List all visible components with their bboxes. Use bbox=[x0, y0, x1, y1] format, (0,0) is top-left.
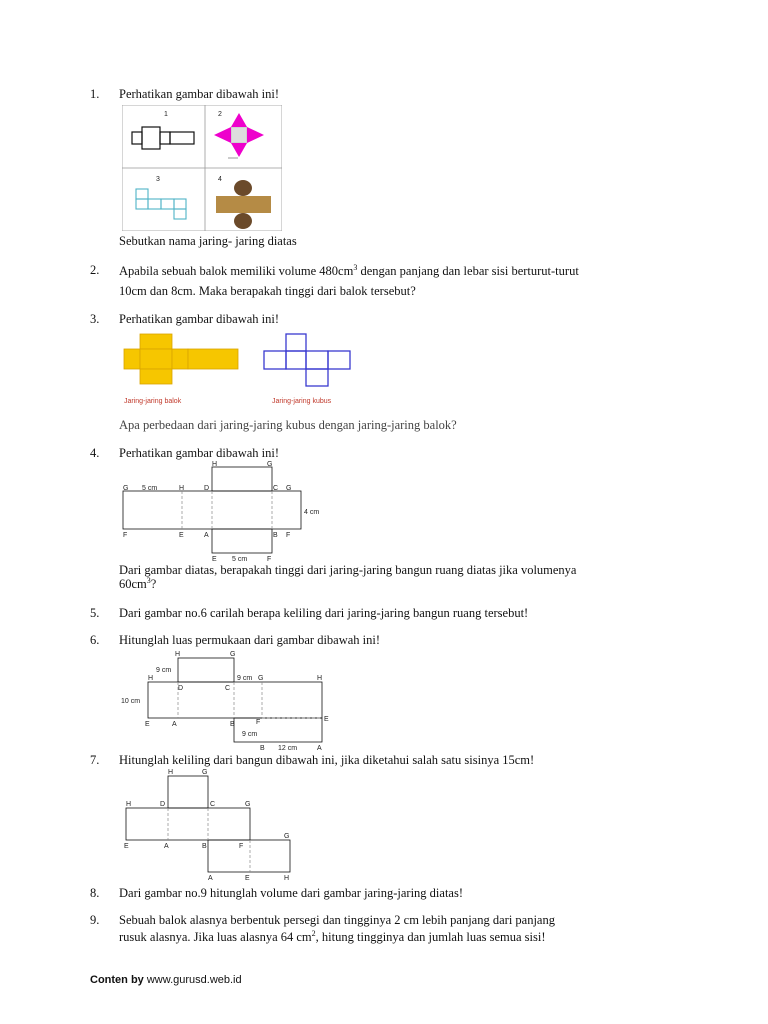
q7-label-B: B bbox=[202, 843, 207, 850]
q6-label-G1: G bbox=[230, 651, 236, 658]
q6-label-len9b: 9 cm bbox=[237, 675, 253, 682]
q7-label-C: C bbox=[210, 801, 216, 808]
q6-label-len12: 12 cm bbox=[278, 745, 298, 752]
q7-label-A: A bbox=[164, 843, 169, 850]
q7-label-H2: H bbox=[126, 801, 132, 808]
caption-kubus: Jaring-jaring kubus bbox=[272, 398, 332, 405]
q7-label-G3: G bbox=[284, 833, 290, 840]
q6-label-A: A bbox=[172, 721, 177, 728]
footer bbox=[90, 974, 242, 986]
q4-label-C: C bbox=[273, 485, 279, 492]
q4-label-len5b: 5 cm bbox=[232, 556, 248, 563]
q1-label-2: 2 bbox=[218, 111, 222, 118]
q1-label-4: 4 bbox=[218, 176, 222, 183]
q6-label-D: D bbox=[178, 685, 184, 692]
q1-after: Sebutkan nama jaring- jaring diatas bbox=[119, 234, 297, 248]
q4-label-F1: F bbox=[123, 532, 128, 539]
q8-number: 8. bbox=[90, 886, 100, 900]
q8-text: Dari gambar no.9 hitunglah volume dari gambar jaring-jaring diatas! bbox=[119, 886, 463, 900]
q6-figure bbox=[118, 648, 338, 754]
q6-label-C: C bbox=[225, 685, 231, 692]
q4-after-line1: Dari gambar diatas, berapakah tinggi dari jaring-jaring bangun ruang diatas jika volumenya bbox=[119, 563, 577, 577]
q1-figure-grid bbox=[122, 105, 282, 231]
q6-label-H2: H bbox=[148, 675, 154, 682]
q7-text: Hitunglah keliling dari bangun dibawah ini, jika diketahui salah satu sisinya 15cm! bbox=[119, 753, 535, 767]
q6-label-G2: G bbox=[258, 675, 264, 682]
q6-label-H1: H bbox=[175, 651, 181, 658]
q3-figure bbox=[118, 332, 358, 410]
caption-balok: Jaring-jaring balok bbox=[124, 398, 182, 405]
q4-label-D: D bbox=[204, 485, 210, 492]
q4-label-E1: E bbox=[179, 532, 184, 539]
q4-label-H1: H bbox=[179, 485, 185, 492]
q4-label-G2: G bbox=[267, 461, 273, 468]
footer-link[interactable]: www.gurusd.web.id bbox=[146, 974, 242, 986]
q1-text: Perhatikan gambar dibawah ini! bbox=[119, 87, 280, 101]
q7-label-G2: G bbox=[245, 801, 251, 808]
q4-label-H2: H bbox=[212, 461, 218, 468]
q4-number: 4. bbox=[90, 446, 100, 460]
q7-figure bbox=[118, 766, 308, 884]
q5-text: Dari gambar no.6 carilah berapa keliling dari jaring-jaring bangun ruang tersebut! bbox=[119, 606, 529, 620]
q7-number: 7. bbox=[90, 753, 100, 767]
q4-label-len4: 4 cm bbox=[304, 509, 320, 516]
q7-label-E1: E bbox=[124, 843, 129, 850]
q1-label-3: 3 bbox=[156, 176, 160, 183]
kubus-net bbox=[264, 334, 350, 386]
q1-label-1: 1 bbox=[164, 111, 168, 118]
q6-number: 6. bbox=[90, 633, 100, 647]
q6-label-H3: H bbox=[317, 675, 323, 682]
q6-label-len10: 10 cm bbox=[121, 698, 141, 705]
q4-label-G1: G bbox=[123, 485, 129, 492]
q4-label-F2: F bbox=[286, 532, 291, 539]
q1-number: 1. bbox=[90, 87, 100, 101]
balok-net bbox=[124, 334, 238, 384]
q3-number: 3. bbox=[90, 312, 100, 326]
q6-label-len9a: 9 cm bbox=[156, 667, 172, 674]
q7-label-G1: G bbox=[202, 769, 208, 776]
q4-label-G3: G bbox=[286, 485, 292, 492]
q6-label-B: B bbox=[230, 721, 235, 728]
q9-line2: rusuk alasnya. Jika luas alasnya 64 $cm^2$, hitung tingginya dan jumlah luas semua sisi! bbox=[119, 929, 546, 945]
q4-figure bbox=[118, 459, 338, 565]
q3-text: Perhatikan gambar dibawah ini! bbox=[119, 312, 280, 326]
q6-label-F1: F bbox=[256, 719, 261, 726]
q9-line1: Sebuah balok alasnya berbentuk persegi dan tingginya 2 cm lebih panjang dari panjang bbox=[119, 913, 555, 927]
q6-text: Hitunglah luas permukaan dari gambar dibawah ini! bbox=[119, 633, 381, 647]
q3-question: Apa perbedaan dari jaring-jaring kubus dengan jaring-jaring balok? bbox=[119, 418, 457, 432]
q4-label-A: A bbox=[204, 532, 209, 539]
q9-number: 9. bbox=[90, 913, 100, 927]
q5-number: 5. bbox=[90, 606, 100, 620]
q7-label-E2: E bbox=[245, 875, 250, 882]
q6-label-E2: E bbox=[324, 716, 329, 723]
q4-label-F3: F bbox=[267, 556, 272, 563]
q2-line1: Apabila sebuah balok memiliki volume $480cm^3$ dengan panjang dan lebar sisi berturut-turut bbox=[119, 263, 579, 279]
q6-label-B2: B bbox=[260, 745, 265, 752]
q2-line2: 10cm dan 8cm. Maka berapakah tinggi dari balok tersebut? bbox=[119, 284, 416, 298]
q4-after-line2: $60cm^3$? bbox=[119, 576, 157, 592]
footer-label: Conten by bbox=[90, 974, 147, 986]
q7-label-D: D bbox=[160, 801, 166, 808]
q7-label-A2: A bbox=[208, 875, 213, 882]
q4-label-B: B bbox=[273, 532, 278, 539]
q2-number: 2. bbox=[90, 263, 100, 277]
q4-label-E2: E bbox=[212, 556, 217, 563]
q7-label-H1: H bbox=[168, 769, 174, 776]
q4-text: Perhatikan gambar dibawah ini! bbox=[119, 446, 280, 460]
q7-label-H3: H bbox=[284, 875, 290, 882]
q4-label-len5a: 5 cm bbox=[142, 485, 158, 492]
q6-label-len9c: 9 cm bbox=[242, 731, 258, 738]
q6-label-A2: A bbox=[317, 745, 322, 752]
q7-label-F: F bbox=[239, 843, 244, 850]
q6-label-E1: E bbox=[145, 721, 150, 728]
